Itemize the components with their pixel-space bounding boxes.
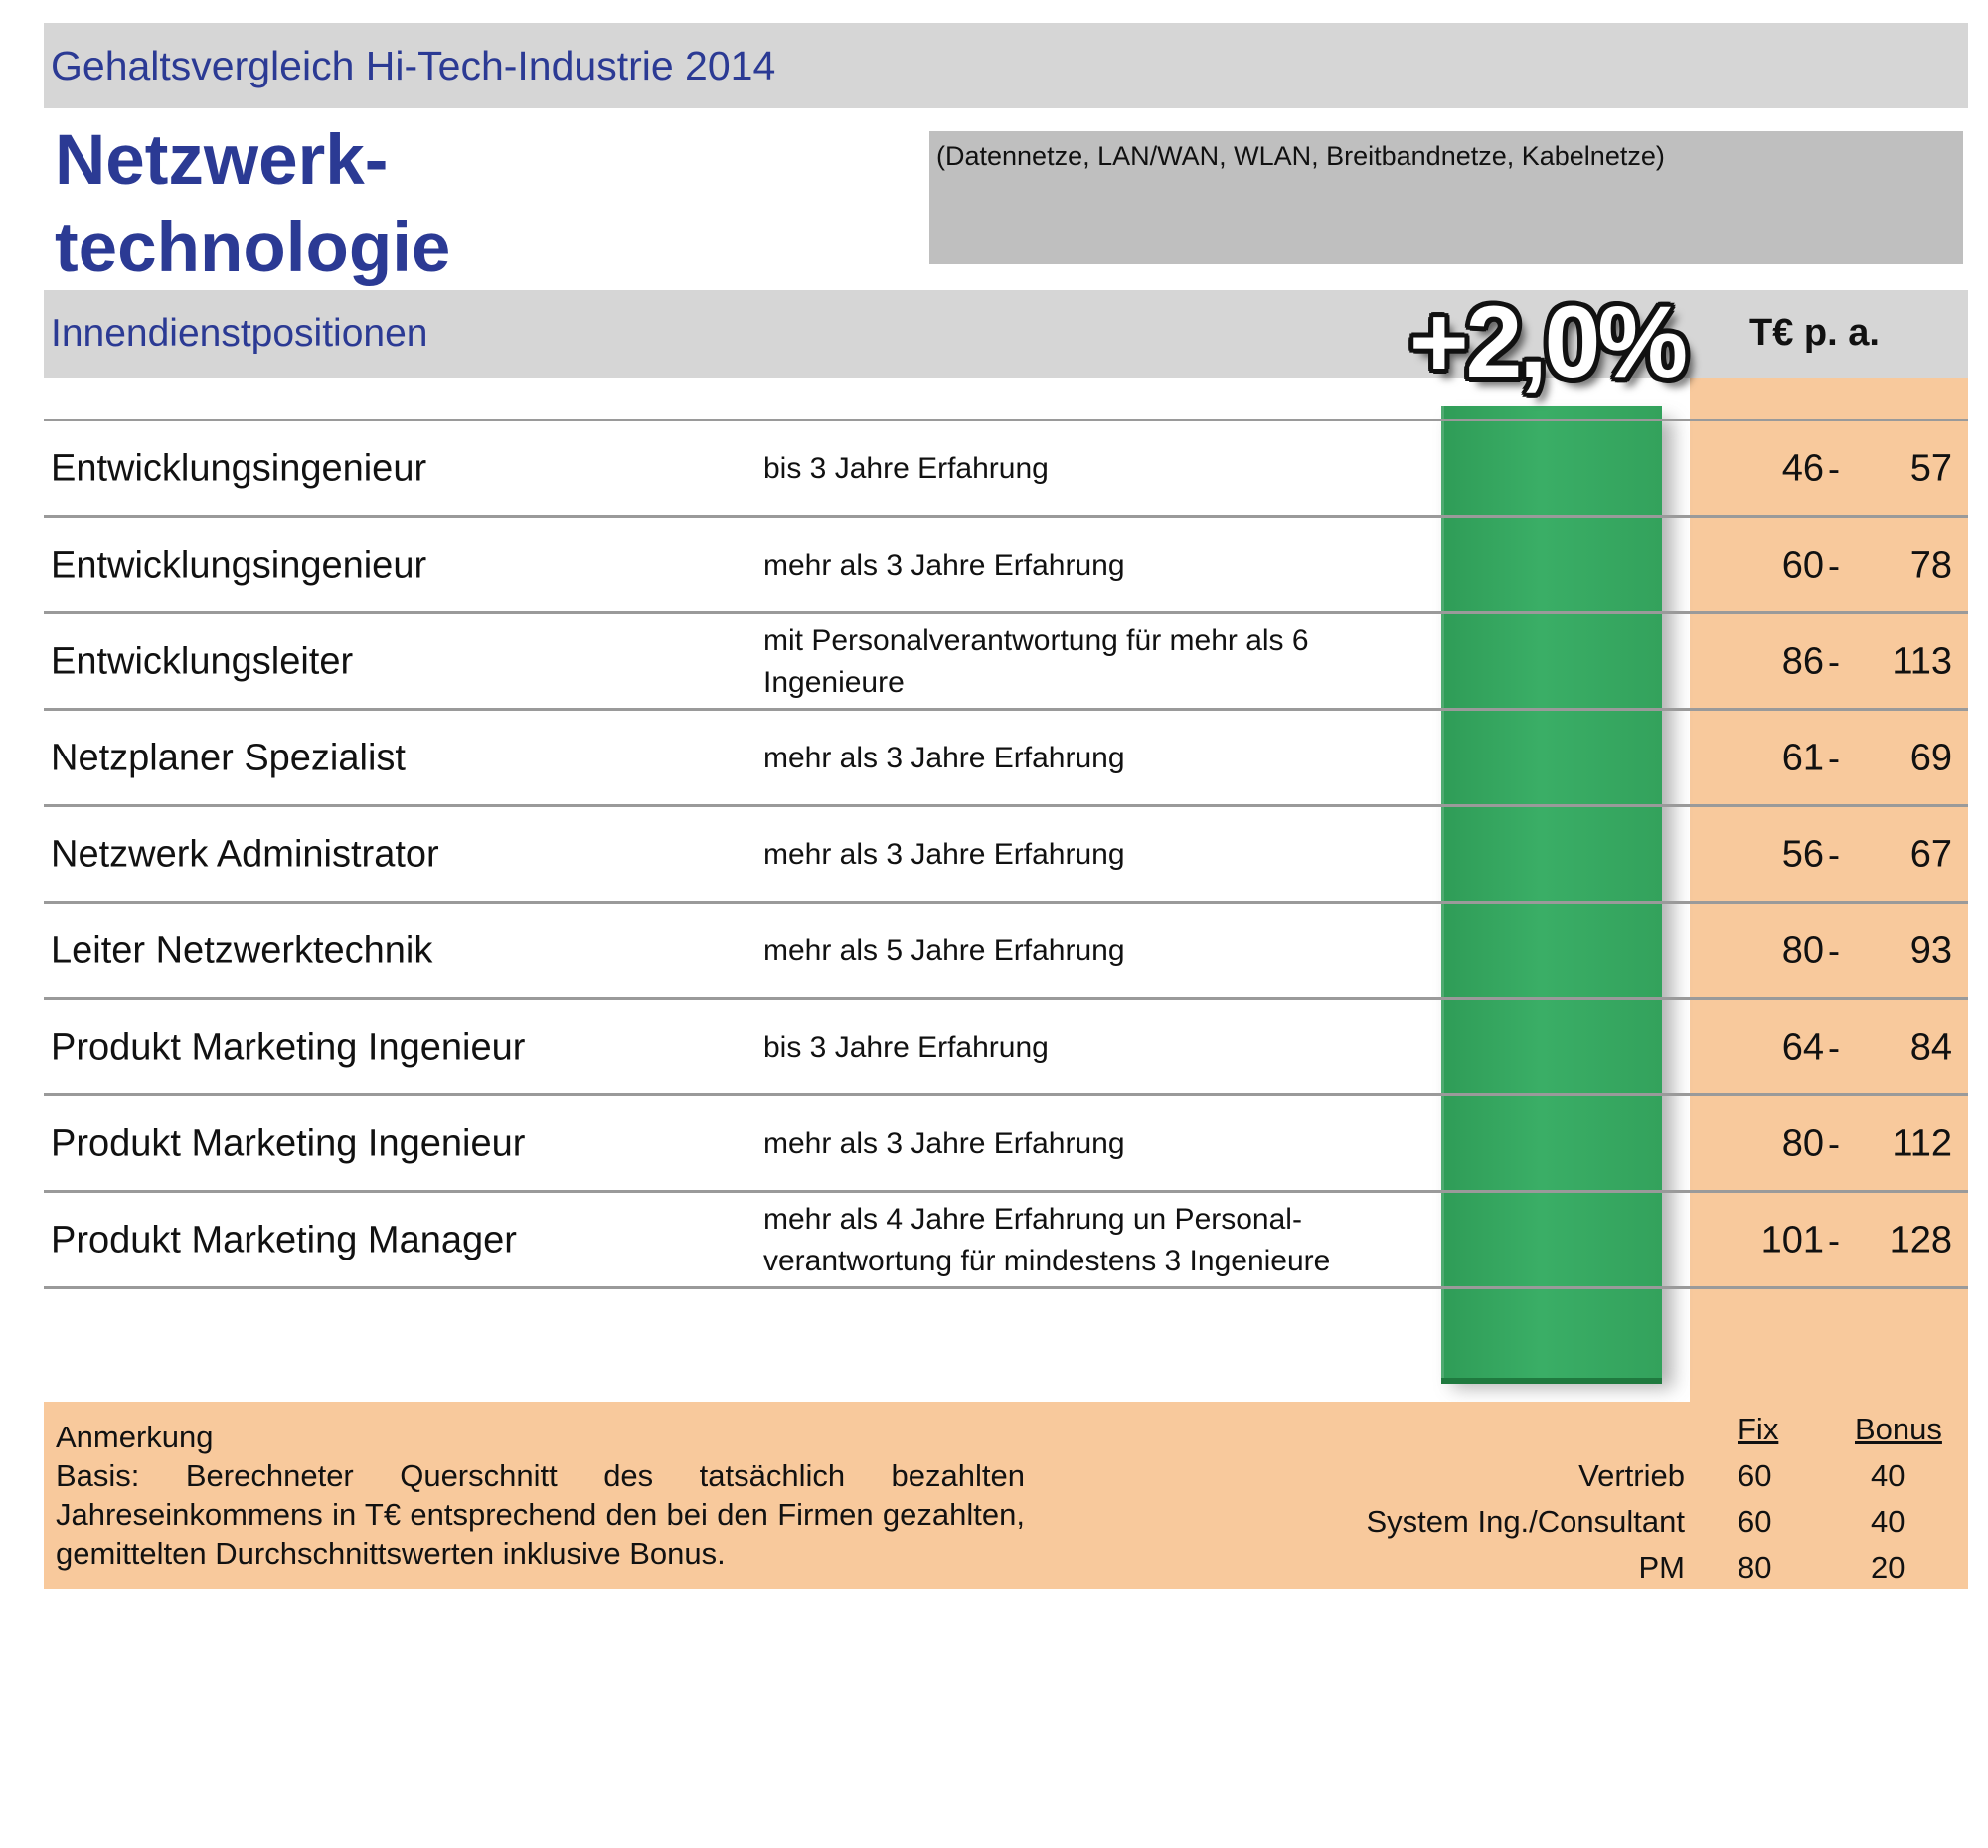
page-title: Gehaltsvergleich Hi-Tech-Industrie 2014 xyxy=(51,43,776,88)
bonus-column-header: Bonus xyxy=(1855,1412,1942,1446)
range-separator: - xyxy=(1828,929,1840,971)
salary-min: 46 xyxy=(1781,447,1824,489)
table-row xyxy=(0,806,1988,903)
position-title: Entwicklungsleiter xyxy=(51,640,354,682)
bonus-table-row xyxy=(0,1550,1988,1590)
salary-max: 69 xyxy=(1909,737,1952,778)
bonus-value: 40 xyxy=(1871,1458,1905,1493)
section-description: (Datennetze, LAN/WAN, WLAN, Breitbandnetze, Kabelnetze) xyxy=(936,141,1665,171)
position-title: Netzwerk Administrator xyxy=(51,833,439,875)
table-row xyxy=(0,420,1988,517)
position-detail: mehr als 4 Jahre Erfahrung un Personal-verantwortung für mindestens 3 Ingenieure xyxy=(763,1202,1331,1277)
salary-max: 78 xyxy=(1909,544,1952,586)
salary-max: 84 xyxy=(1909,1026,1952,1068)
salary-max: 93 xyxy=(1909,929,1952,971)
salary-min: 64 xyxy=(1781,1026,1824,1068)
salary-min: 80 xyxy=(1781,929,1824,971)
role-label: PM xyxy=(1638,1550,1685,1585)
position-detail: mehr als 3 Jahre Erfahrung xyxy=(763,548,1125,582)
salary-min: 60 xyxy=(1781,544,1824,586)
fix-column-header: Fix xyxy=(1738,1412,1779,1446)
section-title-line1: Netzwerk- xyxy=(55,121,389,200)
subheader-title: Innendienstpositionen xyxy=(51,312,428,355)
salary-min: 61 xyxy=(1781,737,1824,778)
range-separator: - xyxy=(1828,640,1840,682)
fix-value: 60 xyxy=(1738,1504,1772,1539)
range-separator: - xyxy=(1828,544,1840,586)
position-title: Entwicklungsingenieur xyxy=(51,447,427,489)
bonus-table-row xyxy=(0,1458,1988,1498)
position-title: Produkt Marketing Ingenieur xyxy=(51,1026,526,1068)
table-row xyxy=(0,710,1988,806)
range-separator: - xyxy=(1828,737,1840,778)
table-row xyxy=(0,517,1988,613)
position-title: Netzplaner Spezialist xyxy=(51,737,406,778)
table-row xyxy=(0,999,1988,1095)
position-title: Produkt Marketing Manager xyxy=(51,1219,517,1260)
range-separator: - xyxy=(1828,447,1840,489)
salary-max: 128 xyxy=(1889,1219,1952,1260)
range-separator: - xyxy=(1828,833,1840,875)
position-detail: mehr als 3 Jahre Erfahrung xyxy=(763,1126,1125,1160)
range-separator: - xyxy=(1828,1026,1840,1068)
fix-value: 60 xyxy=(1738,1458,1772,1493)
section-title-line2: technologie xyxy=(55,209,451,287)
range-separator: - xyxy=(1828,1122,1840,1164)
bonus-value: 20 xyxy=(1871,1550,1905,1585)
table-row xyxy=(0,613,1988,710)
bonus-table-row xyxy=(0,1504,1988,1544)
position-detail: mehr als 3 Jahre Erfahrung xyxy=(763,837,1125,871)
position-detail: bis 3 Jahre Erfahrung xyxy=(763,451,1049,485)
role-label: Vertrieb xyxy=(1578,1458,1685,1493)
range-separator: - xyxy=(1828,1219,1840,1260)
section-title xyxy=(55,117,450,292)
role-label: System Ing./Consultant xyxy=(1366,1504,1685,1539)
position-detail: mehr als 5 Jahre Erfahrung xyxy=(763,933,1125,967)
salary-max: 113 xyxy=(1892,640,1952,682)
salary-min: 80 xyxy=(1781,1122,1824,1164)
table-row xyxy=(0,1095,1988,1192)
fix-value: 80 xyxy=(1738,1550,1772,1585)
position-title: Produkt Marketing Ingenieur xyxy=(51,1122,526,1164)
salary-min: 101 xyxy=(1760,1219,1824,1260)
position-title: Entwicklungsingenieur xyxy=(51,544,427,586)
salary-min: 56 xyxy=(1781,833,1824,875)
salary-max: 112 xyxy=(1892,1122,1952,1164)
bonus-value: 40 xyxy=(1871,1504,1905,1539)
salary-min: 86 xyxy=(1781,640,1824,682)
salary-max: 67 xyxy=(1909,833,1952,875)
position-title: Leiter Netzwerktechnik xyxy=(51,929,433,971)
position-detail: mit Personalverantwortung für mehr als 6 Ingenieure xyxy=(763,623,1309,699)
position-detail: mehr als 3 Jahre Erfahrung xyxy=(763,741,1125,774)
position-detail: bis 3 Jahre Erfahrung xyxy=(763,1030,1049,1064)
notes-text: Basis: Berechneter Querschnitt des tatsächlich bezahlten Jahreseinkommens in T€ entsprechend den bei den Firmen gezahlten, gemittelten Durchschnittswerten inklusive Bonus. xyxy=(56,1458,1025,1571)
notes-heading: Anmerkung xyxy=(56,1420,214,1454)
unit-label: T€ p. a. xyxy=(1749,312,1880,354)
growth-badge: +2,0% xyxy=(1409,285,1686,399)
table-row xyxy=(0,903,1988,999)
table-row xyxy=(0,1192,1988,1288)
salary-max: 57 xyxy=(1909,447,1952,489)
